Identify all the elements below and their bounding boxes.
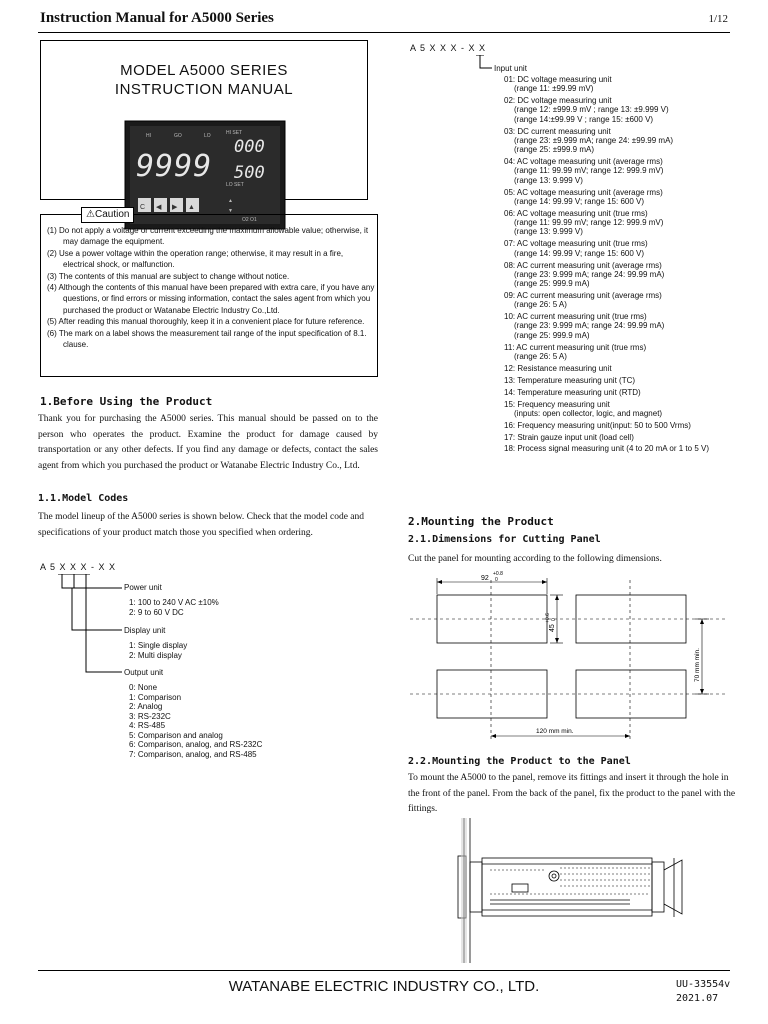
- input-item: 16: Frequency measuring unit(input: 50 to 500 Vrms): [504, 420, 691, 430]
- input-item: 15: Frequency measuring unit (inputs: open collector, logic, and magnet): [504, 399, 663, 418]
- svg-text:C: C: [140, 204, 146, 211]
- power-option: 2: 9 to 60 V DC: [129, 607, 184, 617]
- input-item: 06: AC voltage measuring unit (true rms) (range 11: 99.99 mV; range 12: 999.9 mV) (range 13: 9.999 V): [504, 208, 664, 237]
- caution-tag: [81, 207, 134, 223]
- section-1-paragraph: Thank you for purchasing the A5000 series. This manual should be passed on to the person who operates the product. Examine the product for damage caused by transportation or any other defects. If you find any damage or defects, contact the sales agent from which you purchased the product or Watanabe Electric Industry Co., Ltd.: [38, 414, 378, 471]
- section-2-1-paragraph: Cut the panel for mounting according to the following dimensions.: [408, 554, 662, 564]
- power-option: 1: 100 to 240 V AC ±10%: [129, 598, 219, 607]
- manual-title-line2: INSTRUCTION MANUAL: [114, 81, 294, 98]
- device-sub-display-1: 000: [234, 137, 265, 157]
- output-option: 1: Comparison: [129, 692, 182, 702]
- caution-item: (1) Do not apply a voltage or current exceeding the maximum allowable value; otherwise, it may damage the equipment.: [47, 226, 369, 247]
- input-code: A 5 X X X - X X: [410, 43, 487, 53]
- model-code: A 5 X X X - X X: [40, 562, 117, 572]
- input-item: 04: AC voltage measuring unit (average rms) (range 11: 99.99 mV; range 12: 999.9 mV) (range 13: 9.999 V): [504, 157, 664, 185]
- svg-text:◀: ◀: [156, 204, 162, 211]
- manual-title-line1: MODEL A5000 SERIES: [120, 62, 288, 79]
- output-option: 7: Comparison, analog, and RS-485: [129, 749, 257, 759]
- input-item: 18: Process signal measuring unit (4 to 20 mA or 1 to 5 V): [504, 444, 709, 454]
- output-option: 4: RS-485: [129, 721, 166, 730]
- dim-width-tol-label: +0.8: [493, 571, 503, 577]
- input-item: 01: DC voltage measuring unit (range 11: ±99.99 mV): [504, 75, 612, 94]
- dim-width-tol2-label: 0: [495, 577, 498, 583]
- input-item: 11: AC current measuring unit (true rms) (range 26: 5 A): [504, 342, 647, 361]
- section-2-2-heading: 2.2.Mounting the Product to the Panel: [408, 756, 631, 767]
- svg-text:▶: ▶: [172, 204, 178, 211]
- section-1-1-paragraph: The model lineup of the A5000 series is shown below. Check that the model code and specifications of your product match those you specified when ordering.: [38, 512, 365, 538]
- svg-text:HI SET: HI SET: [226, 130, 243, 136]
- input-item: 05: AC voltage measuring unit (average rms) (range 14: 99.99 V; range 15: 600 V): [504, 187, 663, 206]
- footer-date: 2021.07: [676, 993, 719, 1004]
- caution-list: [47, 225, 375, 350]
- model-code-tree-lines: [40, 574, 130, 684]
- input-item: 14: Temperature measuring unit (RTD): [504, 387, 641, 397]
- panel-cutout-diagram: [405, 570, 735, 745]
- input-item: 07: AC voltage measuring unit (true rms) (range 14: 99.99 V; range 15: 600 V): [504, 239, 648, 258]
- power-unit-label: Power unit: [124, 583, 162, 592]
- svg-text:LO: LO: [204, 133, 211, 139]
- input-item: 03: DC current measuring unit (range 23: ±9.999 mA; range 24: ±99.99 mA) (range 25: ±999.9 mA): [504, 126, 674, 155]
- caution-item: (6) The mark on a label shows the measurement tail range of the input specification of 8.1. clause.: [47, 328, 367, 350]
- footer-doc-number: UU-33554v: [676, 979, 731, 990]
- caution-box: [40, 209, 378, 377]
- device-sub-display-2: 500: [234, 163, 265, 183]
- page-number: 1/12: [708, 13, 728, 25]
- dim-horizontal-label: 120 mm min.: [536, 728, 574, 735]
- dim-height-label: 45: [549, 624, 556, 632]
- input-item: 10: AC current measuring unit (true rms) (range 23: 9.999 mA; range 24: 99.99 mA) (range 25: 999.9 mA): [504, 312, 665, 340]
- caution-label: Caution: [94, 209, 130, 220]
- display-option: 2: Multi display: [129, 650, 182, 660]
- output-option: 0: None: [129, 683, 158, 692]
- svg-text:LO SET: LO SET: [226, 182, 244, 188]
- dim-width-label: 92: [481, 575, 489, 582]
- svg-text:▲: ▲: [228, 198, 233, 204]
- warning-triangle-icon: ⚠: [86, 209, 95, 220]
- output-option: 3: RS-232C: [129, 711, 171, 721]
- display-option: 1: Single display: [129, 641, 188, 650]
- device-main-display: 9999: [136, 149, 213, 184]
- display-unit-options: [129, 641, 187, 660]
- dim-vertical-label: 70 mm min.: [694, 648, 701, 682]
- dim-height-tol2-label: 0: [551, 618, 557, 621]
- dim-height-tol-label: +0.6: [545, 613, 551, 623]
- mounting-side-view-illustration: [450, 818, 695, 963]
- section-2-heading: 2.Mounting the Product: [408, 515, 554, 528]
- input-item: 08: AC current measuring unit (average rms) (range 23: 9.999 mA; range 24: 99.99 mA) (range 25: 999.9 mA): [504, 260, 665, 289]
- section-1-1-heading: 1.1.Model Codes: [38, 493, 129, 504]
- input-unit-list: [504, 75, 744, 456]
- output-unit-label: Output unit: [124, 668, 164, 677]
- input-item: 12: Resistance measuring unit: [504, 363, 612, 373]
- input-unit-label: Input unit: [494, 64, 527, 73]
- svg-text:▼: ▼: [228, 208, 233, 214]
- svg-text:▲: ▲: [188, 204, 195, 211]
- page-header-title: Instruction Manual for A5000 Series: [40, 10, 274, 26]
- output-unit-options: [129, 683, 262, 759]
- input-item: 02: DC voltage measuring unit (range 12: ±999.9 mV ; range 13: ±9.999 V) (range 14:±99.99 V ; range 15: ±600 V): [504, 96, 669, 124]
- section-2-1-heading: 2.1.Dimensions for Cutting Panel: [408, 534, 601, 545]
- input-item: 17: Strain gauze input unit (load cell): [504, 432, 634, 442]
- svg-text:O2 O1: O2 O1: [242, 217, 257, 223]
- footer-doc-info: [676, 978, 730, 1006]
- caution-item: (4) Although the contents of this manual have been prepared with extra care, if you have any questions, or find errors or missing information, contact the sales agent from which you purchased the product or Watanabe Electric Industry Co.,Ltd.: [47, 283, 375, 315]
- output-option: 2: Analog: [129, 702, 163, 711]
- svg-text:HI: HI: [146, 133, 151, 139]
- section-1-heading: 1.Before Using the Product: [40, 395, 213, 408]
- output-option: 6: Comparison, analog, and RS-232C: [129, 740, 263, 749]
- display-unit-label: Display unit: [124, 626, 166, 635]
- input-item: 09: AC current measuring unit (average rms) (range 26: 5 A): [504, 290, 662, 310]
- caution-item: (5) After reading this manual thoroughly, keep it in a convenient place for future reference.: [47, 317, 365, 327]
- caution-item: (3) The contents of this manual are subject to change without notice.: [47, 271, 290, 281]
- caution-item: (2) Use a power voltage within the operation range; otherwise, it may result in a fire, electrical shock, or malfunction.: [47, 248, 344, 270]
- svg-text:GO: GO: [174, 133, 182, 139]
- power-unit-options: [129, 598, 219, 617]
- footer-divider: [38, 970, 730, 971]
- footer-company-name: WATANABE ELECTRIC INDUSTRY CO., LTD.: [228, 978, 540, 995]
- section-2-2-paragraph: To mount the A5000 to the panel, remove its fittings and insert it through the hole in the front of the panel. From the back of the panel, fix the product to the panel with the fittings.: [408, 773, 736, 815]
- header-divider: [38, 32, 730, 33]
- output-option: 5: Comparison and analog: [129, 730, 223, 740]
- input-item: 13: Temperature measuring unit (TC): [504, 375, 636, 385]
